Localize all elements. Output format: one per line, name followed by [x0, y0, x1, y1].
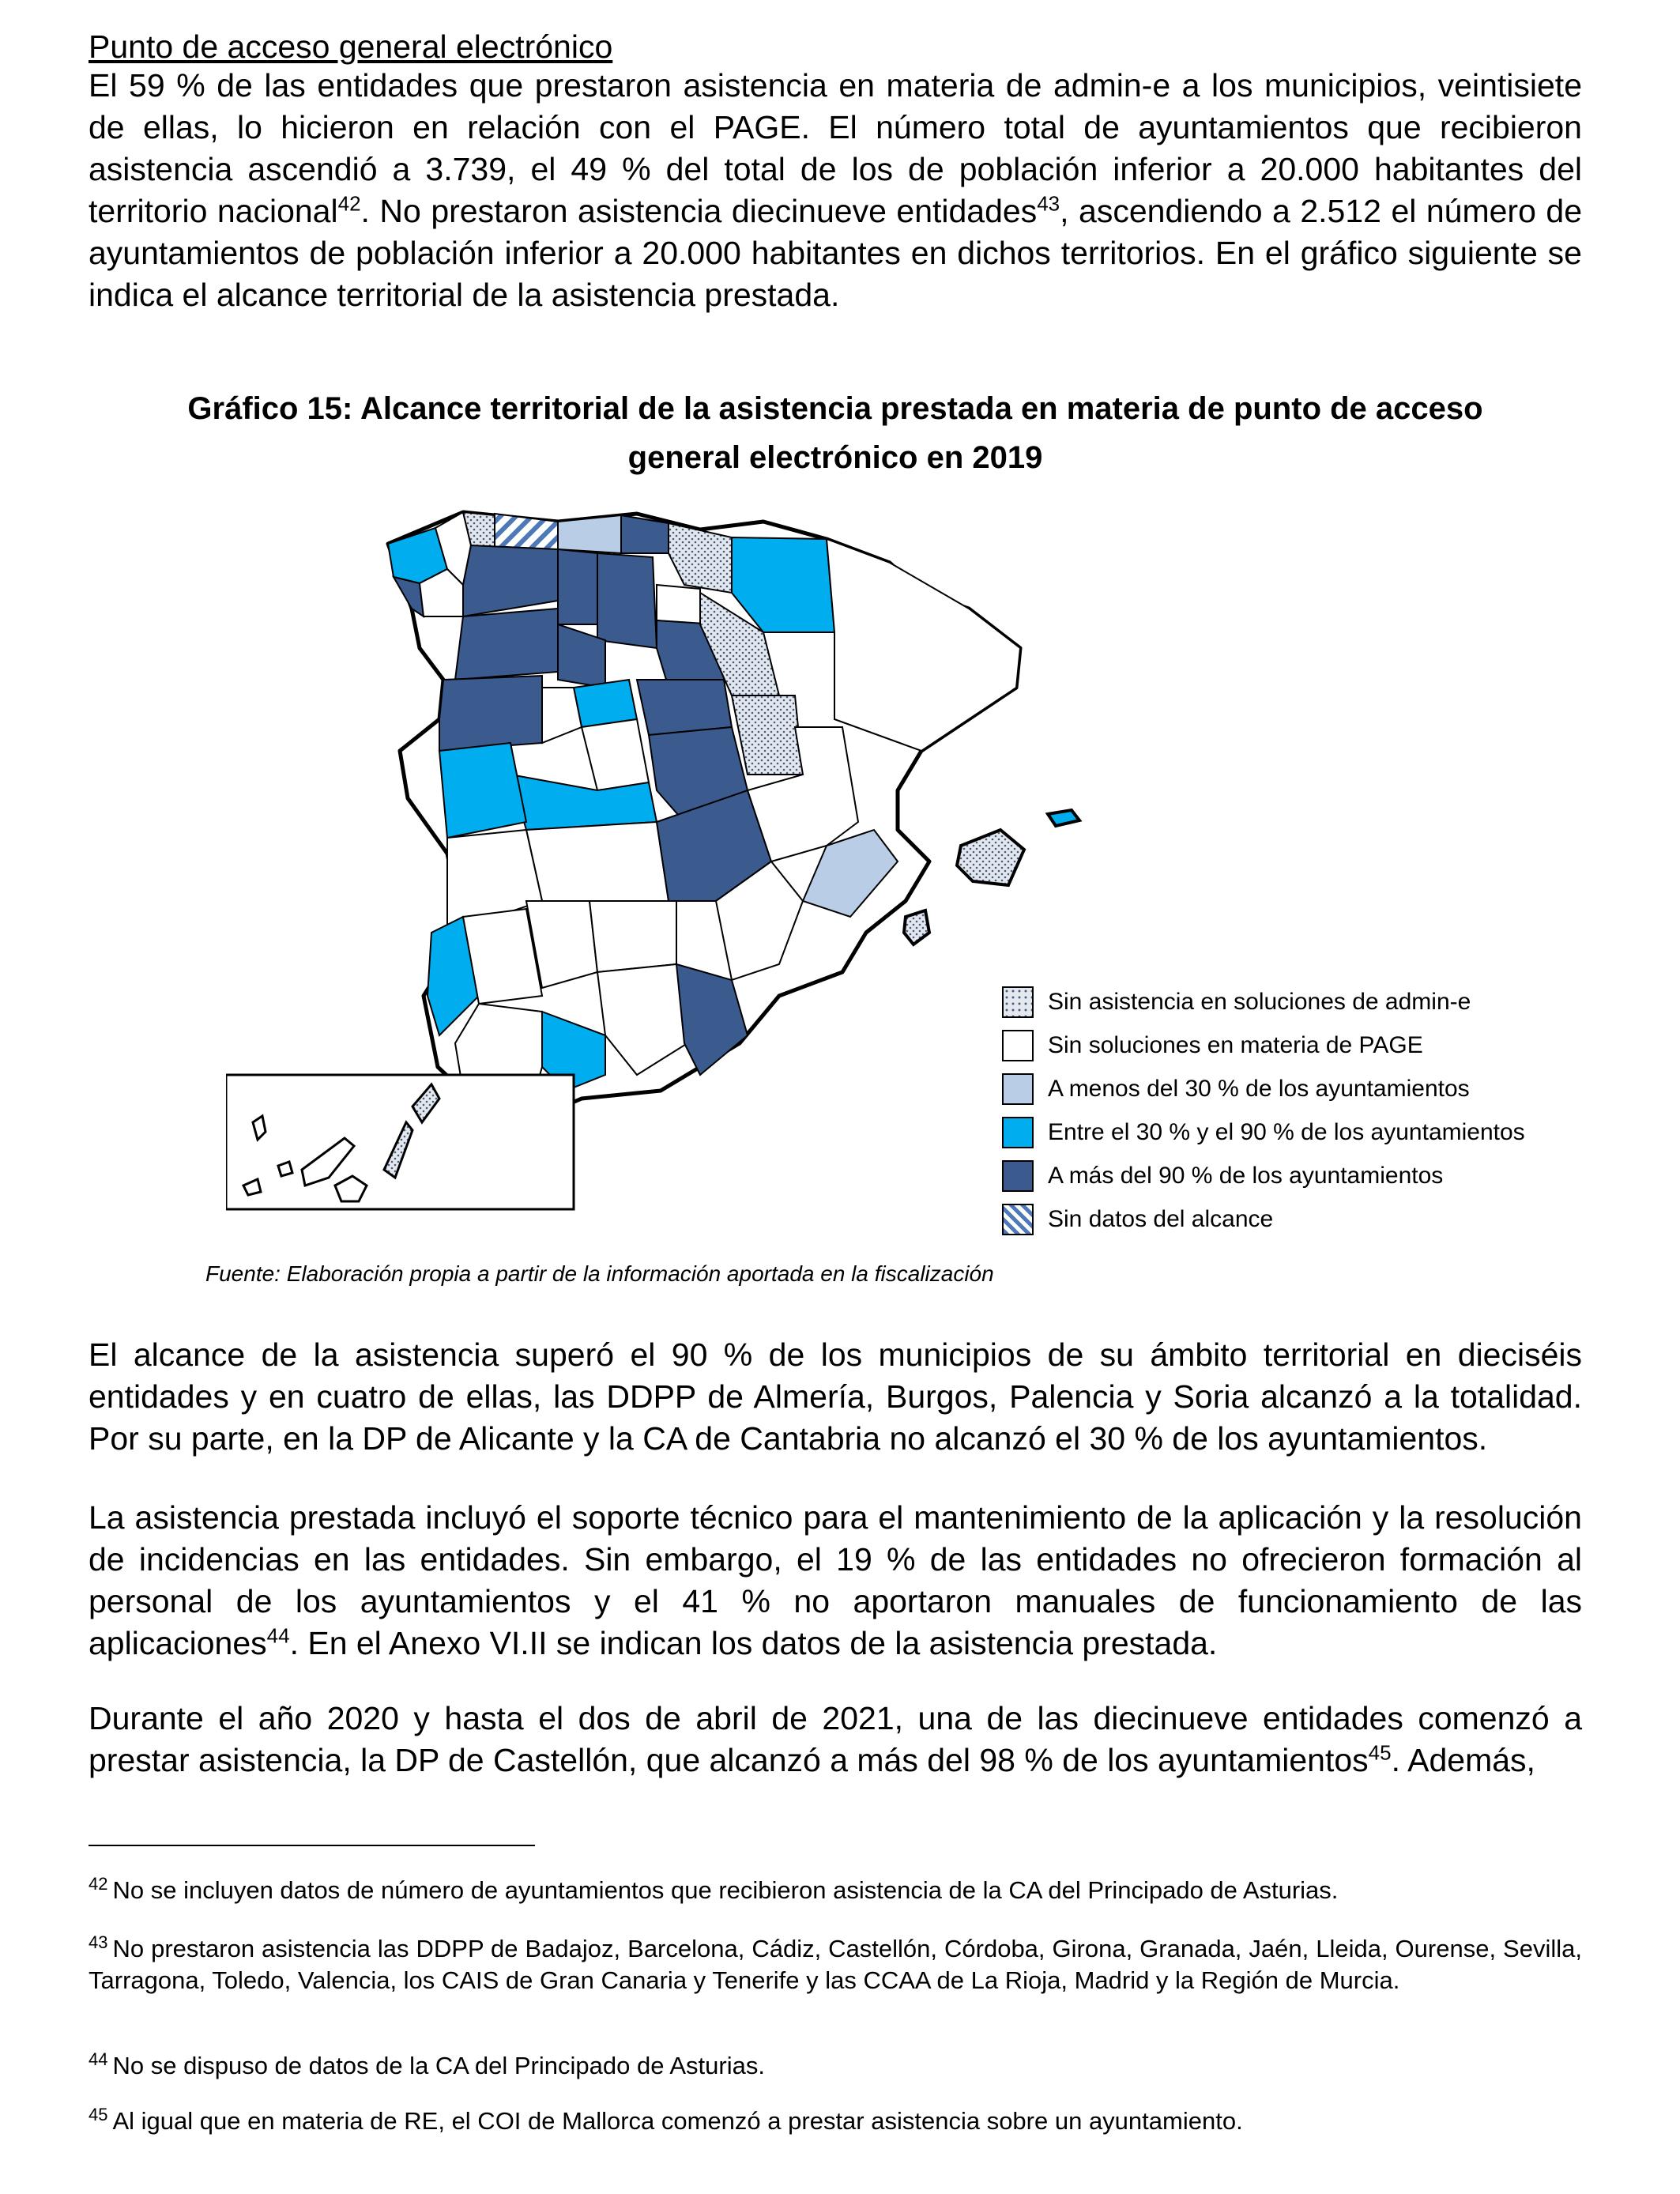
region-la-rioja [657, 585, 700, 624]
legend-item-no-data: Sin datos del alcance [1002, 1197, 1603, 1241]
region-mallorca [957, 830, 1024, 885]
legend-swatch-dark-blue [1002, 1160, 1034, 1192]
footnote-ref-43[interactable]: 43 [1037, 191, 1060, 216]
legend-swatch-light-blue [1002, 1073, 1034, 1105]
footnote-ref-45[interactable]: 45 [1368, 1740, 1392, 1765]
region-jaen [590, 901, 676, 972]
legend-swatch-dotted [1002, 986, 1034, 1018]
canary-la-gomera [278, 1162, 292, 1176]
paragraph-4: Durante el año 2020 y hasta el dos de abril de 2021, una de las diecinueve entidades comenzó a prestar asistencia, la DP de Castellón, que alcanzó a más del 98 % de los ayuntamientos$^{45}$. Además, [89, 1700, 1582, 1778]
region-ciudad-real [526, 822, 669, 901]
region-ibiza [904, 910, 929, 944]
footnote-43: $^{43}$ No prestaron asistencia las DDPP de Badajoz, Barcelona, Cádiz, Castellón, Córdoba, Girona, Granada, Jaén, Lleida, Ourense, Sevilla, Tarragona, Toledo, Valencia, los CAIS de Gran Canaria y Tenerife y las CCAA de La Rioja, Madrid y la Región de Murcia. [89, 1932, 1582, 1994]
region-guadalajara [637, 680, 732, 735]
region-salamanca [439, 676, 542, 751]
legend-item-30-90: Entre el 30 % y el 90 % de los ayuntamientos [1002, 1110, 1603, 1154]
footnote-42: $^{42}$ No se incluyen datos de número de ayuntamientos que recibieron asistencia de la CA del Principado de Asturias. [89, 1873, 1339, 1904]
region-palencia [558, 549, 597, 624]
map-legend [1002, 980, 1603, 1241]
region-cantabria [558, 515, 621, 553]
figure-title: Gráfico 15: Alcance territorial de la asistencia prestada en materia de punto de acceso general electrónico en 2019 [187, 391, 1483, 475]
legend-swatch-white [1002, 1030, 1034, 1061]
footnote-ref-42[interactable]: 42 [337, 191, 361, 216]
region-caceres [439, 743, 526, 838]
legend-swatch-cyan [1002, 1117, 1034, 1148]
legend-item-over-90: A más del 90 % de los ayuntamientos [1002, 1154, 1603, 1197]
footnote-45: $^{45}$ Al igual que en materia de RE, el COI de Mallorca comenzó a prestar asistencia sobre un ayuntamiento. [89, 2104, 1243, 2135]
region-menorca [1048, 810, 1079, 826]
footnote-ref-44[interactable]: 44 [266, 1623, 290, 1648]
paragraph-1: El 59 % de las entidades que prestaron asistencia en materia de admin-e a los municipios, veintisiete de ellas, lo hicieron en relación con el PAGE. El número total de ayuntamientos que recibieron asistencia ascendió a 3.739, el 49 % del total de los de población inferior a 20.000 habitantes del territorio nacional$^{42}$. No prestaron asistencia diecinueve entidades$^{43}$, ascendiendo a 2.512 el número de ayuntamientos de población inferior a 20.000 habitantes en dichos territorios. En el gráfico siguiente se indica el alcance territorial de la asistencia prestada. [89, 67, 1582, 313]
paragraph-2: El alcance de la asistencia superó el 90 % de los municipios de su ámbito territorial en dieciséis entidades y en cuatro de ellas, las DDPP de Almería, Burgos, Palencia y Soria alcanzó a la totalidad. Por su parte, en la DP de Alicante y la CA de Cantabria no alcanzó el 30 % de los ayuntamientos. [89, 1336, 1582, 1457]
legend-item-no-page: Sin soluciones en materia de PAGE [1002, 1023, 1603, 1067]
footnote-separator [89, 1845, 535, 1846]
region-burgos [597, 553, 657, 648]
legend-swatch-hatched [1002, 1204, 1034, 1235]
figure-source: Fuente: Elaboración propia a partir de la información aportada en la fiscalización [205, 1261, 994, 1286]
region-zamora [455, 609, 558, 680]
region-catalunya [827, 539, 1020, 751]
footnote-44: $^{44}$ No se dispuso de datos de la CA del Principado de Asturias. [89, 2049, 765, 2079]
legend-item-no-admin-e: Sin asistencia en soluciones de admin-e [1002, 980, 1603, 1023]
legend-item-under-30: A menos del 30 % de los ayuntamientos [1002, 1067, 1603, 1110]
paragraph-3: La asistencia prestada incluyó el soporte técnico para el mantenimiento de la aplicación y la resolución de incidencias en las entidades. Sin embargo, el 19 % de las entidades no ofrecieron formación al personal de los ayuntamientos y el 41 % no aportaron manuales de funcionamiento de las aplicaciones$^{44}$. En el Anexo VI.II se indican los datos de la asistencia prestada. [89, 1499, 1582, 1661]
section-heading: Punto de acceso general electrónico [89, 28, 613, 65]
